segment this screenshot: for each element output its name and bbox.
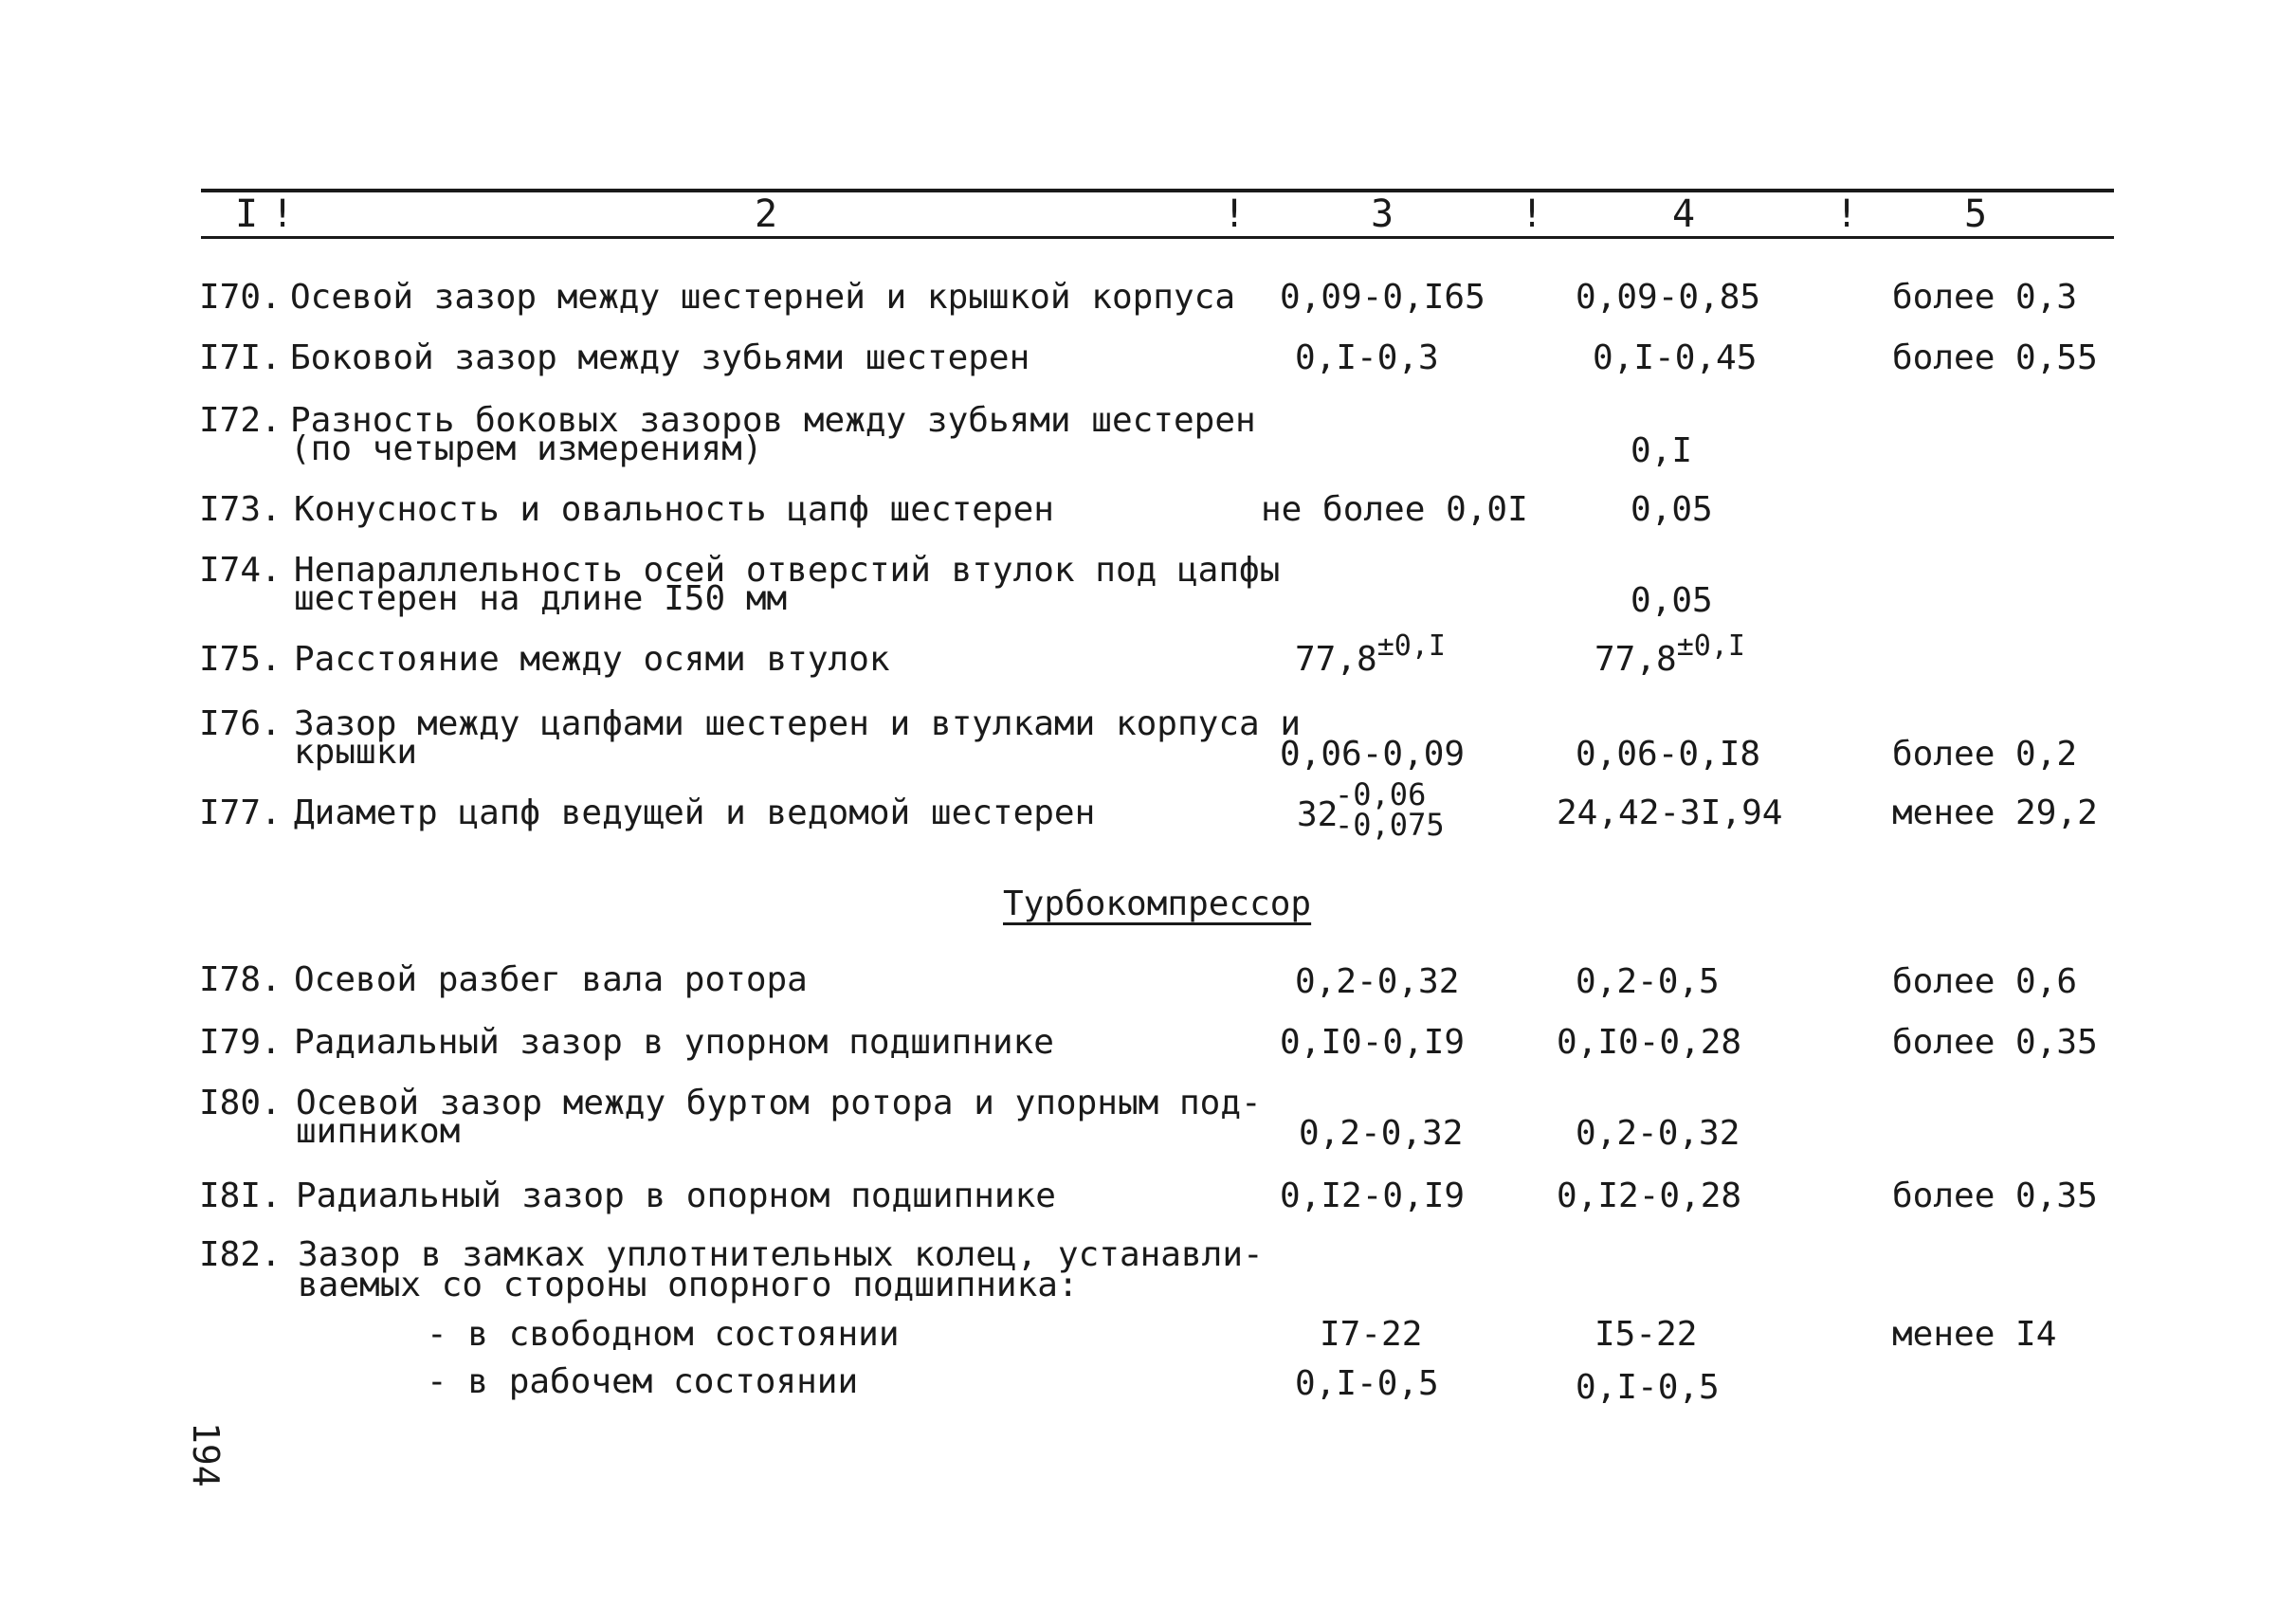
row-number: I8I. — [199, 1176, 282, 1215]
row-col4-value: 24,42-3I,94 — [1557, 793, 1783, 832]
row-description-continued: шестерен на длине I50 мм — [294, 579, 788, 618]
row-number: I74. — [199, 551, 282, 590]
row-col4-value — [1594, 629, 1745, 679]
header-separator: ! — [1223, 192, 1247, 236]
row-col4-value: 0,I — [1631, 431, 1693, 470]
header-separator: ! — [271, 192, 295, 236]
tolerance-value: ±0,I — [1676, 629, 1745, 663]
row-col3-value: 0,2-0,32 — [1295, 962, 1460, 1001]
nominal-value: 32 — [1297, 795, 1339, 834]
row-col4-value: 0,05 — [1631, 490, 1713, 529]
row-col3-value: 0,09-0,I65 — [1280, 278, 1485, 317]
row-description: Осевой разбег вала ротора — [294, 960, 808, 999]
lower-tolerance: -0,075 — [1335, 807, 1445, 843]
subrow-label: - в рабочем состоянии — [427, 1362, 859, 1401]
row-col4-value: 0,06-0,I8 — [1576, 735, 1761, 774]
section-title: Турбокомпрессор — [1003, 884, 1312, 923]
row-col5-value: менее 29,2 — [1892, 793, 2098, 832]
row-col5-value: более 0,6 — [1892, 962, 2078, 1001]
row-col5-value: более 0,2 — [1892, 735, 2078, 774]
row-col3-value: 0,I2-0,I9 — [1280, 1176, 1466, 1215]
row-col4-value: 0,05 — [1631, 581, 1713, 620]
subrow-label: - в свободном состоянии — [427, 1315, 900, 1354]
row-number: I72. — [199, 401, 282, 440]
row-col3-value: 0,I0-0,I9 — [1280, 1023, 1466, 1062]
row-col5-value: более 0,3 — [1892, 278, 2078, 317]
subrow-col4-value: I5-22 — [1594, 1315, 1698, 1354]
row-description: Непараллельность осей отверстий втулок под цапфы — [294, 551, 1281, 590]
row-description: Зазор в замках уплотнительных колец, устанавли- — [298, 1235, 1264, 1274]
row-description-continued: (по четырем измерениям) — [290, 429, 763, 468]
row-col4-value: 0,I2-0,28 — [1557, 1176, 1742, 1215]
page-number: 194 — [185, 1422, 227, 1487]
header-col-1: I — [235, 192, 259, 236]
row-col5-value: более 0,55 — [1892, 338, 2098, 377]
row-col4-value: 0,2-0,5 — [1576, 962, 1720, 1001]
row-number: I73. — [199, 490, 282, 529]
row-col4-value: 0,09-0,85 — [1576, 278, 1761, 317]
row-description-continued: ваемых со стороны опорного подшипника: — [298, 1266, 1079, 1304]
nominal-value: 77,8 — [1594, 640, 1677, 679]
row-col3-value: 0,2-0,32 — [1299, 1114, 1464, 1153]
subrow-col3-value: 0,I-0,5 — [1295, 1364, 1439, 1403]
subrow-col4-value: 0,I-0,5 — [1576, 1368, 1720, 1407]
subrow-col3-value: I7-22 — [1320, 1315, 1423, 1354]
row-number: I77. — [199, 793, 282, 832]
row-description-continued: шипником — [296, 1112, 461, 1151]
row-col5-value: более 0,35 — [1892, 1176, 2098, 1215]
row-col3-value: 0,I-0,3 — [1295, 338, 1439, 377]
row-number: I75. — [199, 640, 282, 679]
row-number: I76. — [199, 704, 282, 743]
header-col-3: 3 — [1371, 192, 1394, 236]
row-number: I78. — [199, 960, 282, 999]
row-description: Зазор между цапфами шестерен и втулками корпуса и — [294, 704, 1302, 743]
header-col-4: 4 — [1672, 192, 1696, 236]
header-top-rule — [201, 189, 2114, 192]
row-description: Боковой зазор между зубьями шестерен — [290, 338, 1030, 377]
row-description: Конусность и овальность цапф шестерен — [294, 490, 1054, 529]
row-col4-value: 0,I0-0,28 — [1557, 1023, 1742, 1062]
row-description: Диаметр цапф ведущей и ведомой шестерен — [294, 793, 1096, 832]
row-number: I80. — [199, 1084, 282, 1122]
nominal-value: 77,8 — [1295, 640, 1377, 679]
header-separator: ! — [1835, 192, 1859, 236]
row-number: I70. — [199, 278, 282, 317]
tolerance-value: ±0,I — [1376, 629, 1446, 663]
header-col-5: 5 — [1964, 192, 1988, 236]
row-number: I82. — [199, 1235, 282, 1274]
row-col4-value: 0,I-0,45 — [1593, 338, 1758, 377]
row-description: Радиальный зазор в упорном подшипнике — [294, 1023, 1054, 1062]
row-col3-value: не более 0,0I — [1261, 490, 1528, 529]
row-description: Радиальный зазор в опорном подшипнике — [296, 1176, 1056, 1215]
row-description: Осевой зазор между буртом ротора и упорным под- — [296, 1084, 1262, 1122]
row-col3-value: 0,06-0,09 — [1280, 735, 1466, 774]
row-description: Осевой зазор между шестерней и крышкой корпуса — [290, 278, 1235, 317]
header-separator: ! — [1521, 192, 1544, 236]
header-bottom-rule — [201, 236, 2114, 239]
subrow-col5-value: менее I4 — [1892, 1315, 2057, 1354]
row-description-continued: крышки — [294, 733, 418, 772]
upper-tolerance: -0,06 — [1335, 776, 1427, 812]
row-col3-value — [1295, 629, 1446, 679]
row-description: Расстояние между осями втулок — [294, 640, 890, 679]
row-number: I7I. — [199, 338, 282, 377]
row-number: I79. — [199, 1023, 282, 1062]
row-col4-value: 0,2-0,32 — [1576, 1114, 1740, 1153]
row-description: Разность боковых зазоров между зубьями шестерен — [290, 401, 1256, 440]
header-col-2: 2 — [755, 192, 778, 236]
row-col5-value: более 0,35 — [1892, 1023, 2098, 1062]
